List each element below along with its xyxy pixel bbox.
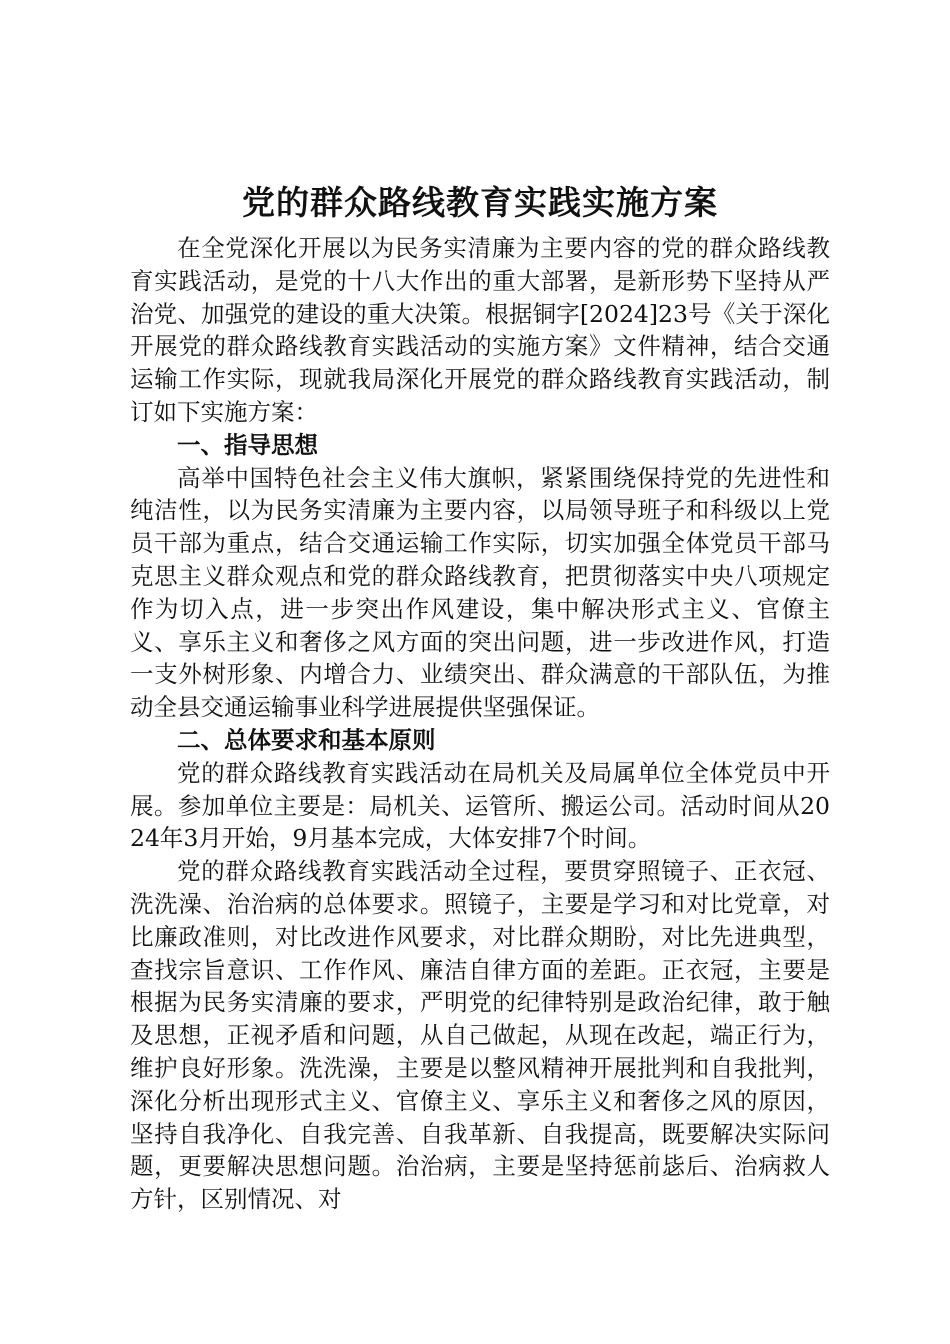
paragraph-scope: 党的群众路线教育实践活动在局机关及局属单位全体党员中开展。参加单位主要是：局机关、运管所、搬运公司。活动时间从2024年3月开始，9月基本完成，大体安排7个时间。 (130, 758, 830, 853)
paragraph-intro: 在全党深化开展以为民务实清廉为主要内容的党的群众路线教育实践活动，是党的十八大作出的重大部署，是新形势下坚持从严治党、加强党的建设的重大决策。根据铜字[2024]23号《关于深化开展党的群众路线教育实践活动的实施方案》文件精神，结合交通运输工作实际，现就我局深化开展党的群众路线教育实践活动，制订如下实施方案： (130, 234, 830, 426)
section-heading-guiding-ideology: 一、指导思想 (177, 430, 318, 459)
paragraph-guiding-ideology: 高举中国特色社会主义伟大旗帜，紧紧围绕保持党的先进性和纯洁性，以为民务实清廉为主要内容，以局领导班子和科级以上党员干部为重点，结合交通运输工作实际，切实加强全体党员干部马克思主义群众观点和党的群众路线教育，把贯彻落实中央八项规定作为切入点，进一步突出作风建设，集中解决形式主义、官僚主义、享乐主义和奢侈之风方面的突出问题，进一步改进作风，打造一支外树形象、内增合力、业绩突出、群众满意的干部队伍，为推动全县交通运输事业科学进展提供坚强保证。 (130, 463, 830, 722)
section-heading-overall-requirements: 二、总体要求和基本原则 (177, 725, 436, 754)
document-title: 党的群众路线教育实践实施方案 (242, 183, 718, 222)
paragraph-requirements: 党的群众路线教育实践活动全过程，要贯穿照镜子、正衣冠、洗洗澡、治治病的总体要求。照镜子，主要是学习和对比党章，对比廉政准则，对比改进作风要求，对比群众期盼，对比先进典型，查找宗旨意识、工作作风、廉洁自律方面的差距。正衣冠，主要是根据为民务实清廉的要求，严明党的纪律特别是政治纪律，敢于触及思想，正视矛盾和问题，从自己做起，从现在改起，端正行为，维护良好形象。洗洗澡，主要是以整风精神开展批判和自我批判，深化分析出现形式主义、官僚主义、享乐主义和奢侈之风的原因，坚持自我净化、自我完善、自我革新、自我提高，既要解决实际问题，更要解决思想问题。治治病，主要是坚持惩前毖后、治病救人方针，区别情况、对 (130, 857, 830, 1214)
document-body (130, 180, 830, 1216)
